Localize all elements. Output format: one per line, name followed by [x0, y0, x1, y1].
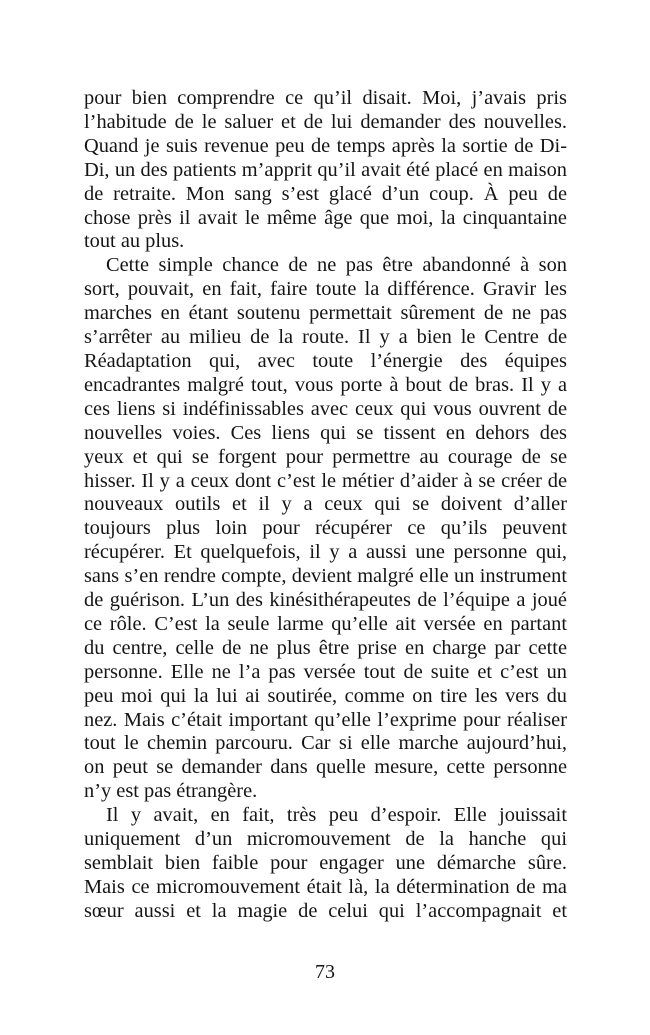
text-line: Quand je suis revenue peu de temps après la sortie de Di- [84, 134, 567, 157]
text-line: de retraite. Mon sang s’est glacé d’un coup. À peu de [84, 182, 567, 205]
text-line: ces liens si indéfinissables avec ceux qui vous ouvrent de [84, 397, 567, 420]
text-line: récupérer. Et quelquefois, il y a aussi une personne qui, [84, 541, 567, 564]
text-line: tout le chemin parcouru. Car si elle marche aujourd’hui, [84, 732, 567, 755]
text-line: yeux et qui se forgent pour permettre au courage de se [84, 445, 567, 468]
text-line: du centre, celle de ne plus être prise en charge par cette [84, 636, 567, 659]
text-line: peu moi qui la lui ai soutirée, comme on tire les vers du [84, 684, 567, 707]
text-line: nez. Mais c’était important qu’elle l’exprime pour réaliser [84, 708, 567, 731]
text-line: encadrantes malgré tout, vous porte à bout de bras. Il y a [84, 373, 567, 396]
text-line: s’arrêter au milieu de la route. Il y a bien le Centre de [84, 326, 567, 349]
text-line: l’habitude de le saluer et de lui demander des nouvelles. [84, 110, 567, 133]
text-line: pour bien comprendre ce qu’il disait. Moi, j’avais pris [84, 87, 567, 109]
text-line: toujours plus loin pour récupérer ce qu’ils peuvent [84, 517, 567, 540]
paragraph-1 [84, 87, 567, 254]
text-line: tout au plus. [84, 230, 185, 253]
text-line: Réadaptation qui, avec toute l’énergie des équipes [84, 349, 567, 372]
text-line: sœur aussi et la magie de celui qui l’accompagnait et [84, 899, 567, 922]
text-line: on peut se demander dans quelle mesure, cette personne [84, 756, 567, 779]
body-text [84, 87, 567, 924]
text-line: nouvelles voies. Ces liens qui se tissent en dehors des [84, 421, 567, 444]
page-number: 73 [315, 961, 335, 983]
text-line: sort, pouvait, en fait, faire toute la différence. Gravir les [84, 278, 567, 301]
text-line: uniquement d’un micromouvement de la hanche qui [84, 828, 567, 851]
text-line: n’y est pas étrangère. [84, 780, 258, 803]
text-line: Mais ce micromouvement était là, la détermination de ma [84, 875, 567, 898]
text-line: Di, un des patients m’apprit qu’il avait été placé en maison [84, 158, 567, 181]
text-line: Il y avait, en fait, très peu d’espoir. Elle jouissait [106, 804, 567, 827]
text-line: de guérison. L’un des kinésithérapeutes de l’équipe a joué [84, 589, 567, 612]
text-line: semblait bien faible pour engager une démarche sûre. [84, 852, 567, 874]
text-line: hisser. Il y a ceux dont c’est le métier d’aider à se créer de [84, 469, 567, 492]
paragraph-3 [84, 804, 567, 924]
text-line: ce rôle. C’est la seule larme qu’elle ait versée en partant [84, 612, 567, 635]
text-line: chose près il avait le même âge que moi, la cinquantaine [84, 206, 567, 229]
text-line: Cette simple chance de ne pas être abandonné à son [106, 254, 567, 277]
paragraph-2 [84, 254, 567, 804]
text-line: sans s’en rendre compte, devient malgré elle un instrument [84, 565, 567, 588]
text-line: nouveaux outils et il y a ceux qui se doivent d’aller [84, 493, 567, 516]
text-line: personne. Elle ne l’a pas versée tout de suite et c’est un [84, 660, 567, 683]
text-line: marches en étant soutenu permettait sûrement de ne pas [84, 302, 567, 325]
